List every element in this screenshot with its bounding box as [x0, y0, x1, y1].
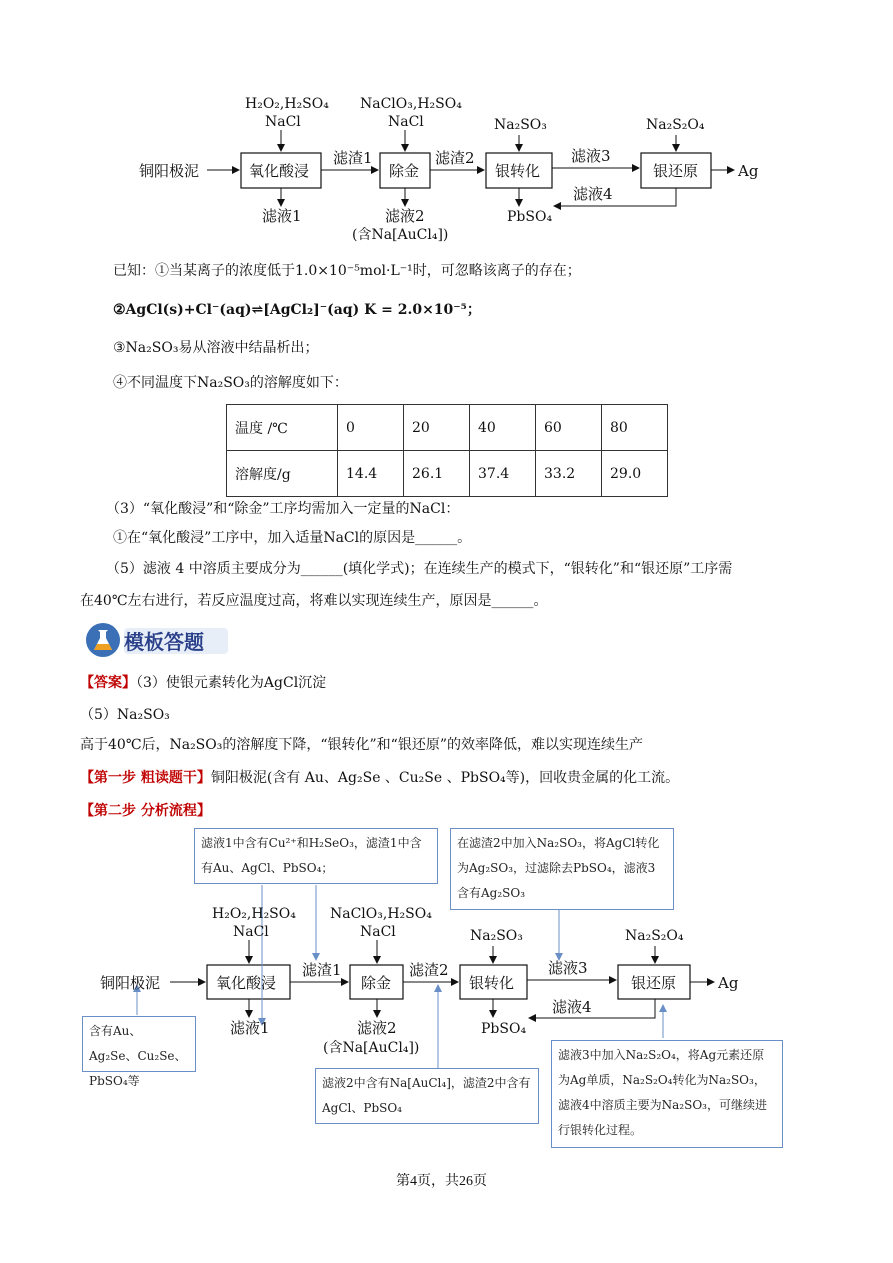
table-cell: 60: [536, 405, 602, 451]
step-1-line: [80, 767, 679, 787]
flow-diagram-top: [0, 0, 893, 250]
arrow-label-residue2: 滤渣2: [435, 149, 475, 167]
flow-input-label: 铜阳极泥: [139, 162, 200, 180]
table-cell: 26.1: [404, 451, 470, 497]
answer-tag: 【答案】: [80, 675, 136, 691]
note-filtrate3: 滤液3中加入Na₂S₂O₄，将Ag元素还原为Ag单质，Na₂S₂O₄转化为Na₂SO₃，滤液4中溶质主要为Na₂SO₃，可继续进行银转化过程。: [551, 1040, 783, 1148]
flow2-arrow-label-filtrate3: 滤液3: [548, 959, 588, 977]
reagent-3: Na₂SO₃: [494, 117, 547, 133]
output-filtrate1: 滤液1: [262, 207, 302, 225]
flow2-reagent-2-line2: NaCl: [360, 924, 396, 940]
step-gold-removal: 除金: [389, 162, 420, 180]
output-filtrate2-note: (含Na[AuCl₄]): [352, 227, 449, 243]
reagent-2-line2: NaCl: [388, 114, 424, 130]
known-1: 已知：①当某离子的浓度低于1.0×10⁻⁵mol·L⁻¹时，可忽略该离子的存在；: [113, 263, 581, 279]
flow2-step-gold-removal: 除金: [361, 974, 392, 992]
step-silver-conversion: 银转化: [495, 162, 541, 180]
answer-3: （3）使银元素转化为AgCl沉淀: [136, 675, 327, 691]
note-residue2: 在滤渣2中加入Na₂SO₃，将AgCl转化为Ag₂SO₃，过滤除去PbSO₄，滤液3含有Ag₂SO₃: [450, 828, 674, 910]
page-footer: 第4页，共26页: [396, 1174, 487, 1189]
note-filtrate2: 滤液2中含有Na[AuCl₄]，滤渣2中含有AgCl、PbSO₄: [315, 1068, 539, 1124]
flow2-output-filtrate1: 滤液1: [230, 1019, 270, 1037]
flow2-arrow-label-residue2: 滤渣2: [409, 961, 449, 979]
table-cell: 14.4: [338, 451, 404, 497]
arrow-label-filtrate4: 滤液4: [573, 185, 613, 203]
output-pbso4: PbSO₄: [507, 209, 553, 225]
known-4: ④不同温度下Na₂SO₃的溶解度如下：: [113, 375, 348, 391]
solubility-table: [226, 404, 668, 497]
flow2-reagent-2-line1: NaClO₃,H₂SO₄: [330, 906, 432, 922]
table-cell: 20: [404, 405, 470, 451]
step-1-text: 铜阳极泥(含有 Au、Ag₂Se 、Cu₂Se 、PbSO₄等)，回收贵金属的化工流。: [210, 770, 680, 786]
flow2-input-label: 铜阳极泥: [100, 974, 161, 992]
banner-title: 模板答题: [124, 630, 204, 654]
reagent-1-line2: NaCl: [265, 114, 301, 130]
table-cell: 温度 /℃: [227, 405, 338, 451]
step-1-tag: 【第一步 粗读题干】: [80, 770, 211, 786]
table-cell: 29.0: [602, 451, 668, 497]
known-3: ③Na₂SO₃易从溶液中结晶析出；: [113, 340, 319, 356]
known-2: ②AgCl(s)+Cl⁻(aq)⇌[AgCl₂]⁻(aq) K = 2.0×10⁻⁵；: [113, 302, 481, 318]
table-cell: 溶解度/g: [227, 451, 338, 497]
table-cell: 33.2: [536, 451, 602, 497]
flow2-step-silver-reduction: 银还原: [631, 974, 677, 992]
flow2-output-filtrate2-note: (含Na[AuCl₄]): [323, 1040, 420, 1056]
step-2-tag: 【第二步 分析流程】: [80, 803, 211, 819]
question-3-1: ①在“氧化酸浸”工序中，加入适量NaCl的原因是______。: [113, 530, 472, 546]
flow2-reagent-1-line1: H₂O₂,H₂SO₄: [212, 906, 296, 922]
arrow-label-filtrate3: 滤液3: [571, 147, 611, 165]
step-oxidative-leach: 氧化酸浸: [249, 162, 310, 180]
note-filtrate1: 滤液1中含有Cu²⁺和H₂SeO₃，滤渣1中含有Au、AgCl、PbSO₄；: [194, 828, 438, 884]
reagent-2-line1: NaClO₃,H₂SO₄: [360, 96, 462, 112]
table-cell: 0: [338, 405, 404, 451]
flow2-step-oxidative-leach: 氧化酸浸: [216, 974, 277, 992]
flow2-product-ag: Ag: [718, 974, 739, 992]
question-5-line1: （5）滤液 4 中溶质主要成分为______(填化学式)；在连续生产的模式下，“银转化”和“银还原”工序需: [106, 561, 733, 577]
table-row: [227, 451, 668, 497]
flow2-step-silver-conversion: 银转化: [469, 974, 515, 992]
template-answer-banner: [84, 620, 234, 660]
arrow-label-residue1: 滤渣1: [333, 149, 373, 167]
flow2-arrow-label-residue1: 滤渣1: [302, 961, 342, 979]
answer-5-detail: 高于40℃后，Na₂SO₃的溶解度下降，“银转化”和“银还原”的效率降低，难以实现连续生产: [80, 737, 643, 753]
flow2-arrow-label-filtrate4: 滤液4: [552, 998, 592, 1016]
question-3: （3）“氧化酸浸”和“除金”工序均需加入一定量的NaCl：: [106, 501, 460, 517]
flow2-output-filtrate2: 滤液2: [357, 1019, 397, 1037]
answer-5: （5）Na₂SO₃: [80, 707, 170, 723]
product-ag: Ag: [738, 162, 759, 180]
flow2-reagent-4: Na₂S₂O₄: [625, 928, 684, 944]
note-raw-material: 含有Au、Ag₂Se、Cu₂Se、PbSO₄等: [82, 1016, 196, 1072]
flow2-reagent-3: Na₂SO₃: [470, 928, 523, 944]
table-row: [227, 405, 668, 451]
table-cell: 80: [602, 405, 668, 451]
flow2-reagent-1-line2: NaCl: [233, 924, 269, 940]
question-5-line2: 在40℃左右进行，若反应温度过高，将难以实现连续生产，原因是______。: [80, 593, 548, 609]
table-cell: 37.4: [470, 451, 536, 497]
flow2-output-pbso4: PbSO₄: [481, 1021, 527, 1037]
step-silver-reduction: 银还原: [653, 162, 699, 180]
output-filtrate2: 滤液2: [385, 207, 425, 225]
reagent-4: Na₂S₂O₄: [646, 117, 705, 133]
reagent-1-line1: H₂O₂,H₂SO₄: [245, 96, 329, 112]
table-cell: 40: [470, 405, 536, 451]
answer-line: [80, 672, 326, 692]
